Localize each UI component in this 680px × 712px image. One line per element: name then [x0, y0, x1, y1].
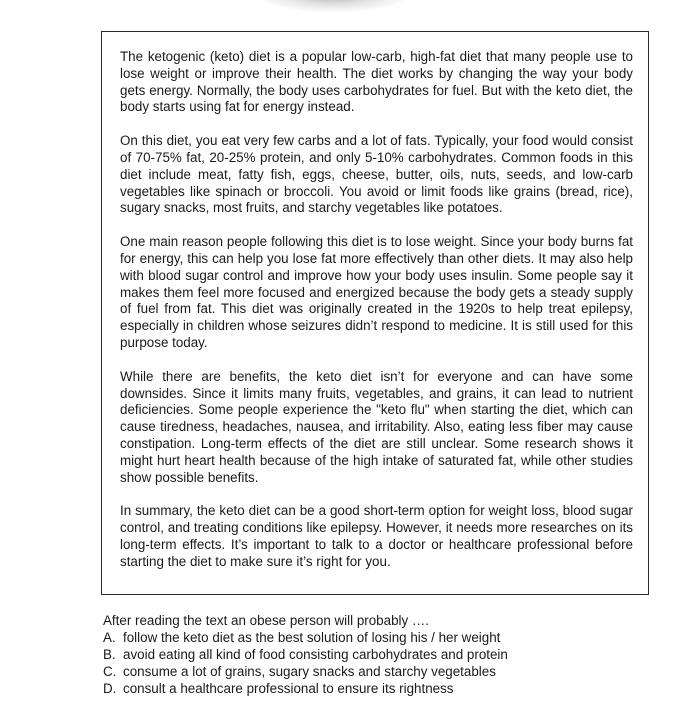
option-b[interactable] [103, 646, 663, 663]
option-letter: A. [103, 630, 116, 645]
option-a[interactable] [103, 629, 663, 646]
reading-passage-box [101, 31, 649, 595]
passage-paragraph-5: In summary, the keto diet can be a good short-term option for weight loss, blood sugar control, and treating conditions like epilepsy. However, it needs more researches on its long-term effects. It’s important to talk to a doctor or healthcare professional before starting the diet to make sure it’s right for you. [120, 503, 633, 569]
option-d[interactable] [103, 680, 663, 697]
passage-paragraph-4: While there are benefits, the keto diet isn’t for everyone and can have some downsides. Since it limits many fruits, vegetables, and grains, it can lead to nutrient deficiencies. Some people experience the "keto flu" when starting the diet, which can cause tiredness, headaches, nausea, and irritability. Also, eating less fiber may cause constipation. Long-term effects of the diet are still unclear. Some research shows it might hurt heart health because of the high intake of saturated fat, while other studies show possible benefits. [120, 368, 633, 485]
passage-paragraph-2: On this diet, you eat very few carbs and a lot of fats. Typically, your food would consist of 70-75% fat, 20-25% protein, and only 5-10% carbohydrates. Common foods in this diet include meat, fatty fish, eggs, cheese, butter, oils, nuts, seeds, and low-carb vegetables like spinach or broccoli. You avoid or limit foods like grains (bread, rice), sugary snacks, most fruits, and starchy vegetables like potatoes. [120, 133, 633, 216]
option-text: avoid eating all kind of food consisting carbohydrates and protein [123, 647, 508, 662]
page-edge-shadow [258, 0, 408, 12]
option-letter: D. [103, 681, 117, 696]
option-text: consume a lot of grains, sugary snacks and starchy vegetables [123, 664, 496, 679]
option-letter: B. [103, 647, 116, 662]
passage-paragraph-3: One main reason people following this diet is to lose weight. Since your body burns fat for energy, this can help you lose fat more effectively than other diets. It may also help with blood sugar control and improve how your body uses insulin. Some people say it makes them feel more focused and energized because the body gets a steady supply of fuel from fat. This diet was originally created in the 1920s to help treat epilepsy, especially in children whose seizures didn’t respond to medicine. It is still used for this purpose today. [120, 234, 633, 350]
option-text: consult a healthcare professional to ensure its rightness [123, 681, 454, 696]
option-letter: C. [103, 664, 117, 679]
answer-options [103, 629, 663, 697]
option-c[interactable] [103, 663, 663, 680]
option-text: follow the keto diet as the best solution of losing his / her weight [123, 630, 501, 645]
question-stem: After reading the text an obese person will probably …. [103, 613, 430, 628]
passage-paragraph-1: The ketogenic (keto) diet is a popular low-carb, high-fat diet that many people use to lose weight or improve their health. The diet works by changing the way your body gets energy. Normally, the body uses carbohydrates for fuel. But with the keto diet, the body starts using fat for energy instead. [120, 49, 633, 115]
question-block [103, 612, 663, 697]
